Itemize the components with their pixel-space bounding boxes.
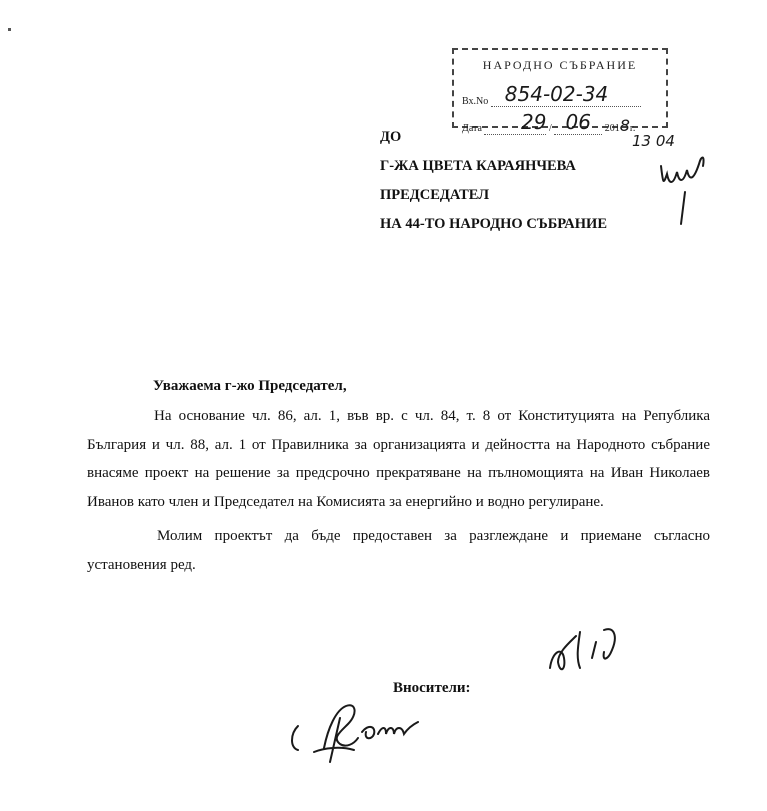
stamp-reg-number: 854-02-34 (504, 82, 609, 106)
stamp-date-year-suffix: 8 (619, 116, 630, 135)
stamp-reg-line (491, 82, 641, 107)
handwritten-note: 13 04 (632, 132, 675, 150)
addressee-line-assembly: НА 44-ТО НАРОДНО СЪБРАНИЕ (380, 216, 607, 232)
registry-stamp (452, 48, 668, 135)
addressee-block (380, 123, 607, 239)
stamp-reg-label: Вх.No (462, 96, 489, 107)
stamp-date-label: Дата (462, 123, 482, 134)
stamp-date-month: 06 (565, 110, 591, 134)
stamp-date-row: Дата 29 / 06 2018г. (462, 110, 636, 135)
addressee-line-name: Г-ЖА ЦВЕТА КАРАЯНЧЕВА (380, 158, 576, 174)
addressee-line-to: ДО (380, 129, 402, 145)
stamp-date-year-unit: г. (629, 123, 636, 134)
signature-left (284, 688, 424, 768)
stamp-registry-row (462, 82, 641, 107)
letter-body (87, 402, 710, 579)
signers-label: Вносители: (393, 680, 471, 696)
signature-right (540, 622, 635, 682)
initials-signature-top (655, 152, 715, 232)
stamp-title: НАРОДНО СЪБРАНИЕ (482, 58, 638, 72)
addressee-line-title: ПРЕДСЕДАТЕЛ (380, 187, 490, 203)
stamp-date-year-prefix: 201 (604, 123, 620, 134)
scan-speck (8, 28, 11, 31)
body-paragraph-1: На основание чл. 86, ал. 1, във вр. с чл. 84, т. 8 от Конституцията на Република България и чл. 88, ал. 1 от Правилника за организацията и дейността на Народното събрание внасяме проект на решение за предсрочно прекратяване на пълномощията на Иван Николаев Иванов като член и Председател на Комисията за енергийно и водно регулиране. (87, 408, 710, 510)
stamp-date-day: 29 (520, 110, 547, 134)
body-paragraph-2: Молим проектът да бъде предоставен за разглеждане и приемане съгласно установения ред. (87, 528, 710, 573)
greeting: Уважаема г-жо Председател, (153, 378, 347, 394)
